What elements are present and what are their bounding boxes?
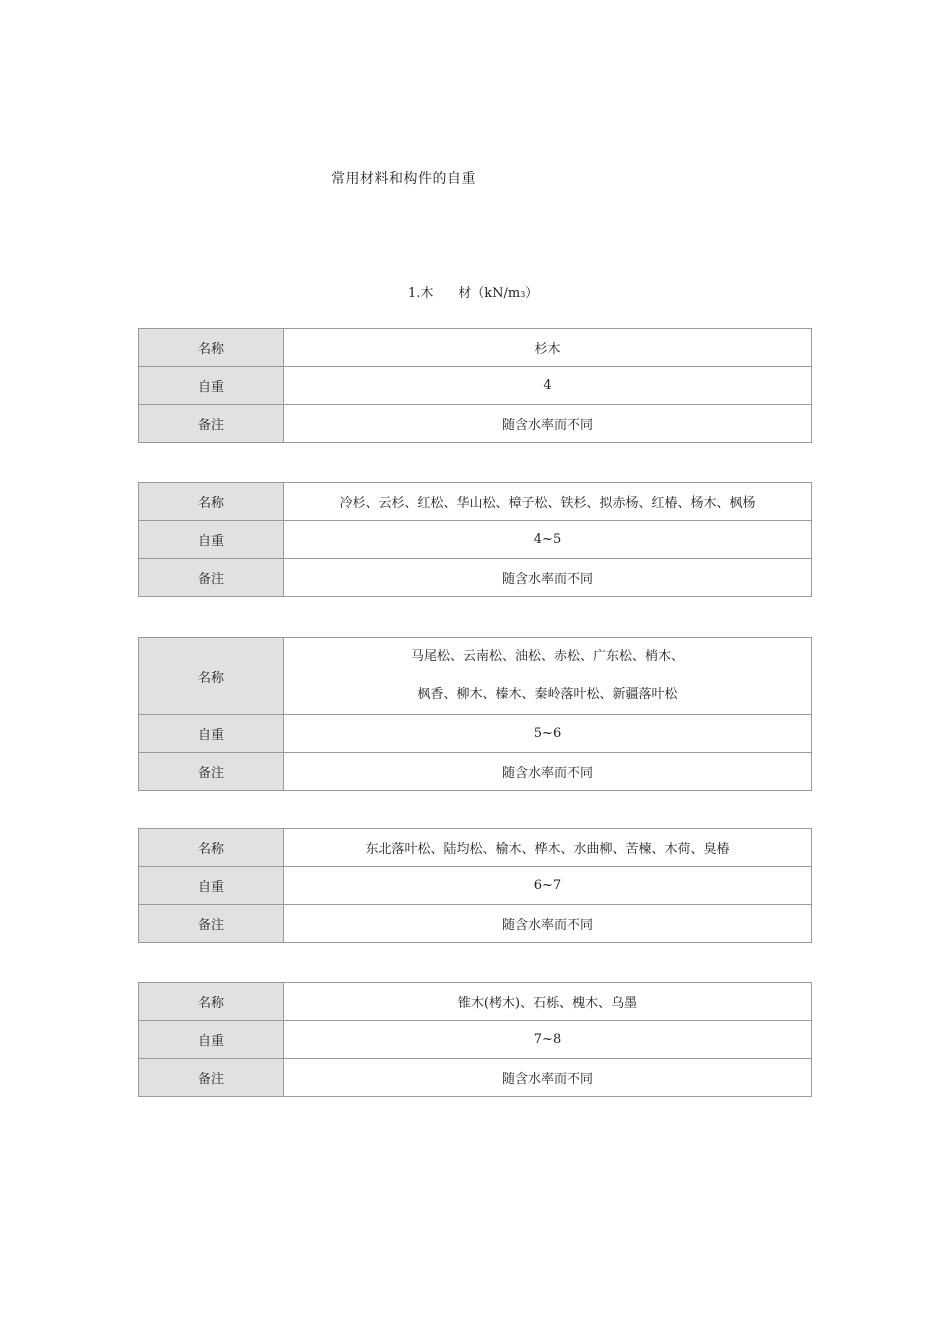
table-row [139,905,812,943]
note-label: 备注 [139,905,284,943]
note-label: 备注 [139,405,284,443]
note-value: 随含水率而不同 [284,559,812,597]
table-row [139,983,812,1021]
table-row [139,638,812,715]
name-label: 名称 [139,329,284,367]
weight-label: 自重 [139,867,284,905]
table-row [139,559,812,597]
note-label: 备注 [139,559,284,597]
name-value-line-1: 马尾松、云南松、油松、赤松、广东松、梢木、 [410,649,684,664]
table-row [139,329,812,367]
name-value: 杉木 [284,329,812,367]
section-title [408,282,538,301]
section-name-b: 材 [458,286,472,301]
table-row [139,367,812,405]
wood-table-1 [138,328,812,443]
name-label: 名称 [139,638,284,715]
weight-value: 4~5 [284,521,812,559]
table-row [139,829,812,867]
table-row [139,867,812,905]
table-row [139,715,812,753]
weight-label: 自重 [139,1021,284,1059]
table-row [139,483,812,521]
weight-value: 4 [284,367,812,405]
table-row [139,1021,812,1059]
note-value: 随含水率而不同 [284,753,812,791]
name-value [284,638,812,715]
section-unit-superscript: 3 [520,290,526,299]
note-label: 备注 [139,753,284,791]
name-label: 名称 [139,483,284,521]
table-row [139,405,812,443]
name-label: 名称 [139,983,284,1021]
wood-table-3 [138,637,812,791]
wood-table-2 [138,482,812,597]
weight-label: 自重 [139,367,284,405]
section-unit-suffix: ） [525,286,539,301]
weight-value: 5~6 [284,715,812,753]
table-row [139,1059,812,1097]
note-label: 备注 [139,1059,284,1097]
table-row [139,521,812,559]
weight-value: 7~8 [284,1021,812,1059]
section-unit-prefix: （kN/m [471,286,521,301]
wood-table-5 [138,982,812,1097]
section-number: 1. [408,286,421,301]
note-value: 随含水率而不同 [284,405,812,443]
name-value: 冷杉、云杉、红松、华山松、樟子松、铁杉、拟赤杨、红椿、杨木、枫杨 [284,483,812,521]
weight-value: 6~7 [284,867,812,905]
table-row [139,753,812,791]
note-value: 随含水率而不同 [284,905,812,943]
name-label: 名称 [139,829,284,867]
name-value: 东北落叶松、陆均松、榆木、桦木、水曲柳、苦楝、木荷、臭椿 [284,829,812,867]
weight-label: 自重 [139,521,284,559]
wood-table-4 [138,828,812,943]
name-value: 锥木(栲木)、石栎、槐木、乌墨 [284,983,812,1021]
document-title: 常用材料和构件的自重 [331,171,476,187]
name-value-line-2: 枫香、柳木、榛木、秦岭落叶松、新疆落叶松 [417,687,678,702]
section-name-a: 木 [420,286,434,301]
weight-label: 自重 [139,715,284,753]
note-value: 随含水率而不同 [284,1059,812,1097]
